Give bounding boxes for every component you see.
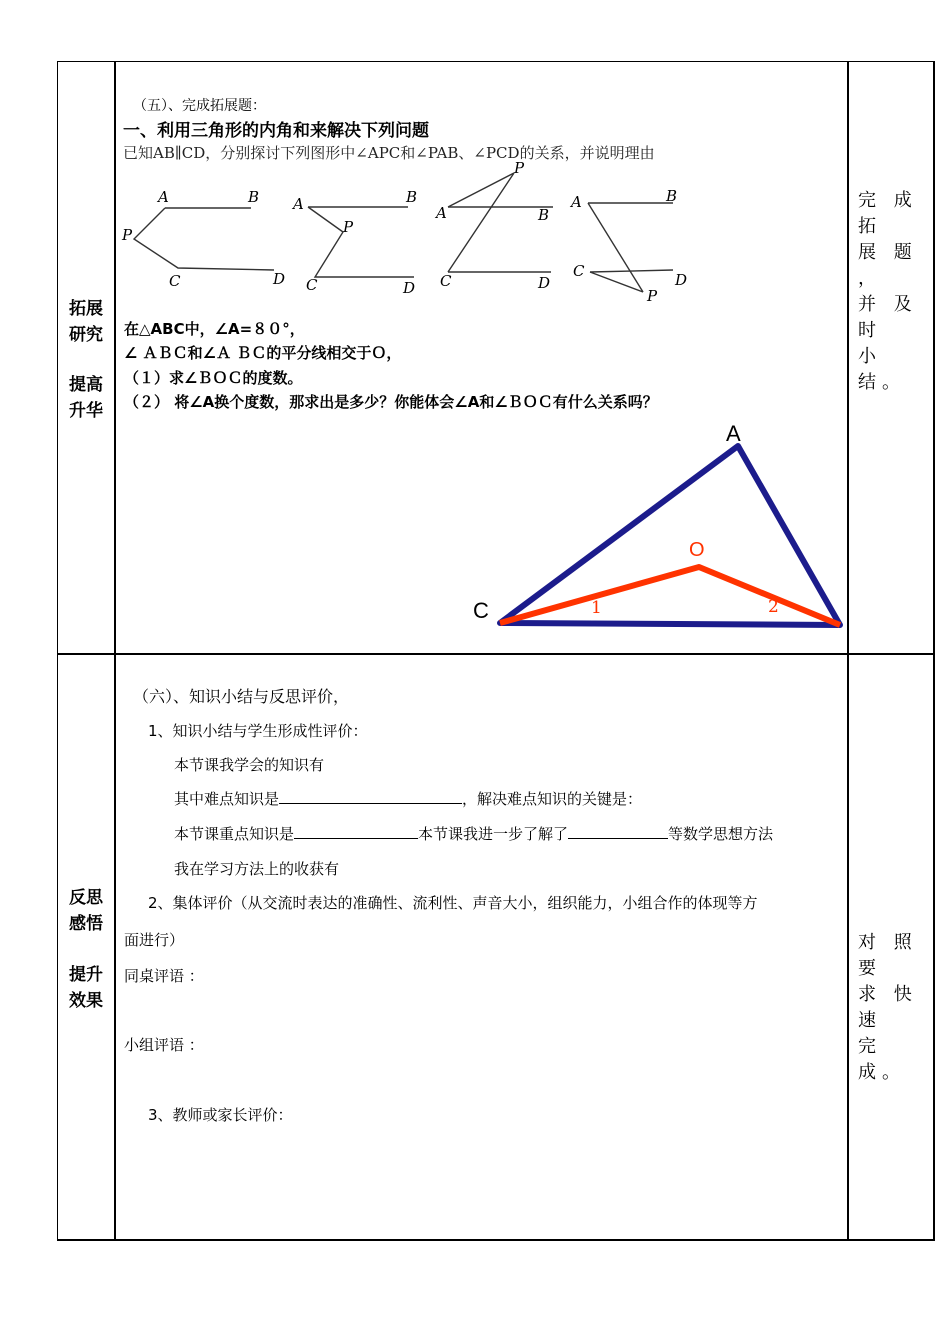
row1-label-improve: 提高 升华 [69, 375, 103, 421]
fig1-label-p: P [122, 226, 133, 244]
summary-line-learned: 本节课我学会的知识有 [174, 756, 325, 774]
question-line-2: ∠ ＡＢＣ和∠Ａ ＢＣ的平分线相交于Ｏ， [124, 344, 402, 362]
summary-item-3: 3、教师或家长评价： [148, 1106, 293, 1124]
table-border [933, 61, 935, 1241]
summary-line-difficult: 其中难点知识是 ，解决难点知识的关键是： [174, 790, 643, 808]
summary-item-2-cont: 面进行） [124, 931, 185, 949]
group-comment: 小组评语 ： [124, 1036, 204, 1054]
question-line-3: （１）求∠ＢＯＣ的度数。 [124, 369, 303, 387]
fig2-label-p: P [343, 218, 354, 236]
fig3-label-c: C [440, 272, 452, 290]
summary-item-2: 2、集体评价（从交流时表达的准确性、流利性、声音大小，组织能力，小组合作的体现等方 [148, 894, 758, 912]
angle-1-label: 1 [591, 598, 602, 618]
fig4-label-b: B [666, 187, 678, 205]
fig1-label-a: A [158, 188, 169, 206]
row2-right-note: 对 照 要 求 快 速 完成。 [858, 932, 918, 1083]
fig4-label-c: C [573, 262, 585, 280]
angle-bisectors [500, 567, 840, 625]
fig4-label-p: P [647, 287, 658, 305]
fill-blank[interactable] [279, 789, 462, 804]
fig1-label-c: C [169, 272, 181, 290]
vertex-c-label: C [473, 598, 489, 623]
question-line-4: （２） 将∠A换个度数，那求出是多少？你能体会∠A和∠ＢＯＣ有什么关系吗？ [124, 393, 658, 411]
row1-label-research: 拓展 研究 [69, 299, 103, 345]
summary-item-1: 1、知识小结与学生形成性评价： [148, 722, 368, 740]
vertex-a-label: A [726, 421, 741, 446]
fig2-label-c: C [306, 276, 318, 294]
fig4-label-d: D [675, 271, 688, 289]
angle-2-label: 2 [768, 597, 779, 617]
parallel-lines-figures [118, 159, 698, 310]
heading-triangle-angles: 一、利用三角形的内角和来解决下列问题 [123, 121, 429, 141]
summary-line-key: 本节课重点知识是 本节课我进一步了解了 等数学思想方法 [174, 825, 774, 843]
fig2-label-a: A [293, 195, 304, 213]
table-border [57, 653, 934, 655]
row1-right-note: 完 成 拓 展 题 ， 并 及 时 小结。 [858, 190, 918, 393]
section-title-6: （六）、知识小结与反思评价， [133, 687, 350, 706]
triangle-figure [460, 420, 860, 650]
fig3-label-b: B [538, 206, 550, 224]
fig2-label-d: D [403, 279, 416, 297]
row2-label-reflect: 反思 感悟 [69, 888, 103, 934]
fig1-label-b: B [248, 188, 260, 206]
fig3-label-d: D [538, 274, 551, 292]
section-title-5: （五）、完成拓展题： [133, 98, 266, 114]
question-line-1: 在△ABC中，∠A=８０°， [124, 320, 305, 338]
fill-blank[interactable] [568, 824, 668, 839]
row2-label-effect: 提升 效果 [69, 965, 103, 1011]
triangle-abc [500, 446, 840, 625]
table-border [57, 1239, 934, 1241]
fig3-label-p: P [514, 159, 525, 177]
point-o-label: O [689, 539, 705, 561]
fill-blank[interactable] [294, 824, 418, 839]
problem-intro: 已知AB∥CD，分别探讨下列图形中∠APC和∠PAB、∠PCD的关系，并说明理由 [123, 144, 655, 162]
table-border [847, 61, 849, 1241]
fig2-label-b: B [406, 188, 418, 206]
fig3-label-a: A [436, 204, 447, 222]
summary-line-method: 我在学习方法上的收获有 [174, 860, 340, 878]
fig1-label-d: D [273, 270, 286, 288]
peer-comment: 同桌评语 ： [124, 967, 204, 985]
fig4-label-a: A [571, 193, 582, 211]
table-border [114, 61, 116, 1241]
